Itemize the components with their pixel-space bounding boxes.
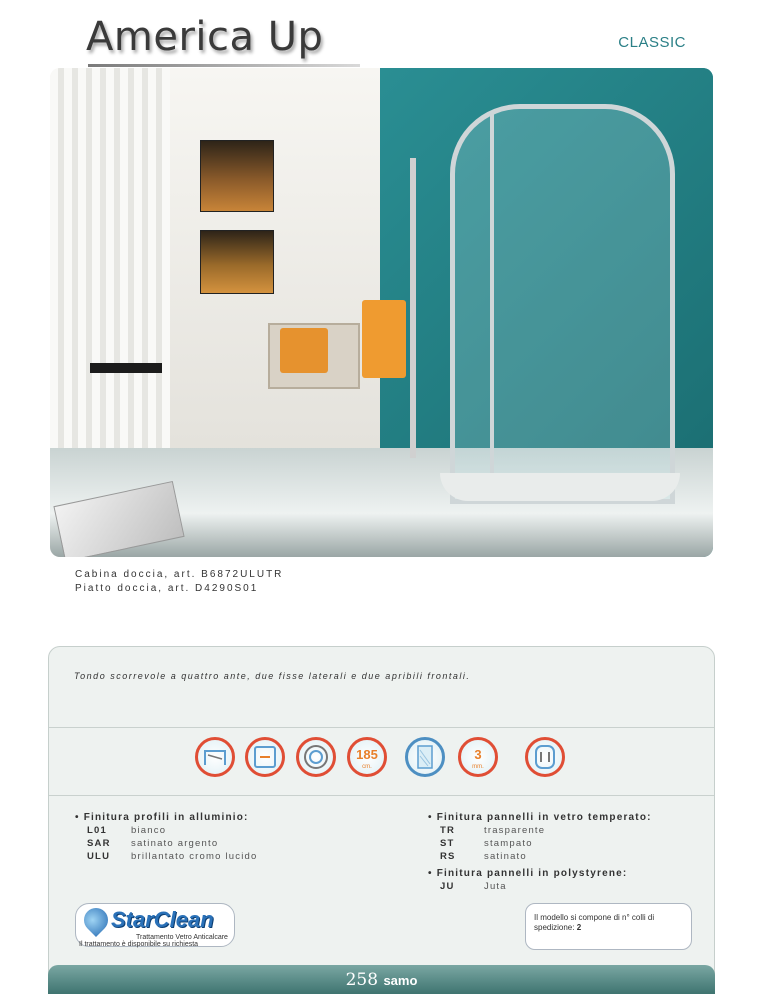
height-unit: cm. [362,764,372,770]
height-value: 185 [356,747,378,762]
glass-heading: • Finitura pannelli in vetro temperato: [428,812,652,823]
finish-code: ST [440,838,455,849]
table-row [87,850,258,863]
photo-shower-cabin [450,104,675,504]
product-description: Tondo scorrevole a quattro ante, due fisse laterali e due apribili frontali. [74,671,471,681]
sliding-door-icon [245,737,285,777]
caption-line: Cabina doccia, art. B6872ULUTR [75,569,284,580]
polystyrene-table [440,880,507,893]
divider [49,727,714,728]
title-underline [88,64,360,67]
photo-towel [362,300,406,378]
finish-code: JU [440,881,455,892]
profiles-heading-text: Finitura profili in alluminio: [83,812,249,823]
photo-caption [75,568,283,596]
finish-code: TR [440,825,456,836]
finish-label: stampato [484,838,533,849]
glass-finish [428,812,652,863]
page-title: America Up [86,14,324,60]
treatment-note: Il trattamento è disponibile su richiesta [79,941,199,948]
finish-code: SAR [87,838,111,849]
table-row [440,880,507,893]
polystyrene-heading-text: Finitura pannelli in polystyrene: [436,868,628,879]
series-label: CLASSIC [618,34,686,51]
pivot-door-icon [195,737,235,777]
shipping-text: Il modello si compone di n° colli di spedizione: [534,913,655,932]
profiles-finish [75,812,258,863]
finish-code: L01 [87,825,107,836]
starclean-brand: StarClean [111,907,214,932]
feature-icons [0,737,768,781]
finish-label: brillantato cromo lucido [131,851,258,862]
polystyrene-finish [428,868,627,893]
table-row [440,837,545,850]
finish-label: trasparente [484,825,546,836]
finish-code: RS [440,851,456,862]
page-number: 258 [345,970,379,990]
photo-towel-rail [410,158,416,458]
table-row [87,837,258,850]
brand-name: samo [383,973,418,988]
photo-shower-tray [440,473,680,501]
magnetic-seal-icon [296,737,336,777]
photo-bench [90,363,162,373]
water-drop-icon [79,903,113,937]
divider [49,795,714,796]
starclean-subtitle: Trattamento Vetro Anticalcare [136,934,228,941]
profiles-heading: • Finitura profili in alluminio: [75,812,249,823]
polystyrene-heading: • Finitura pannelli in polystyrene: [428,868,628,879]
glass-table [440,824,545,863]
table-row [440,824,545,837]
page-footer [48,965,715,994]
shipping-box [525,903,692,950]
table-row [440,850,545,863]
table-row [87,824,258,837]
handle-icon [525,737,565,777]
caption-line: Piatto doccia, art. D4290S01 [75,583,259,594]
height-icon [347,737,387,777]
finish-label: bianco [131,825,167,836]
page-footer-label [48,970,715,990]
shipping-count: 2 [576,923,582,932]
profiles-table [87,824,258,863]
thickness-value: 3 [474,747,482,762]
photo-curtain [50,68,170,488]
finish-label: satinato argento [131,838,219,849]
photo-painting [200,230,274,294]
finish-label: satinato [484,851,527,862]
glass-heading-text: Finitura pannelli in vetro temperato: [436,812,652,823]
photo-shower-frame [490,114,494,494]
thickness-unit: mm. [472,764,484,770]
photo-towel [280,328,328,373]
glass-panel-icon [405,737,445,777]
photo-painting [200,140,274,212]
glass-thickness-icon [458,737,498,777]
finish-code: ULU [87,851,111,862]
product-photo [50,68,713,557]
finish-label: Juta [484,881,507,892]
